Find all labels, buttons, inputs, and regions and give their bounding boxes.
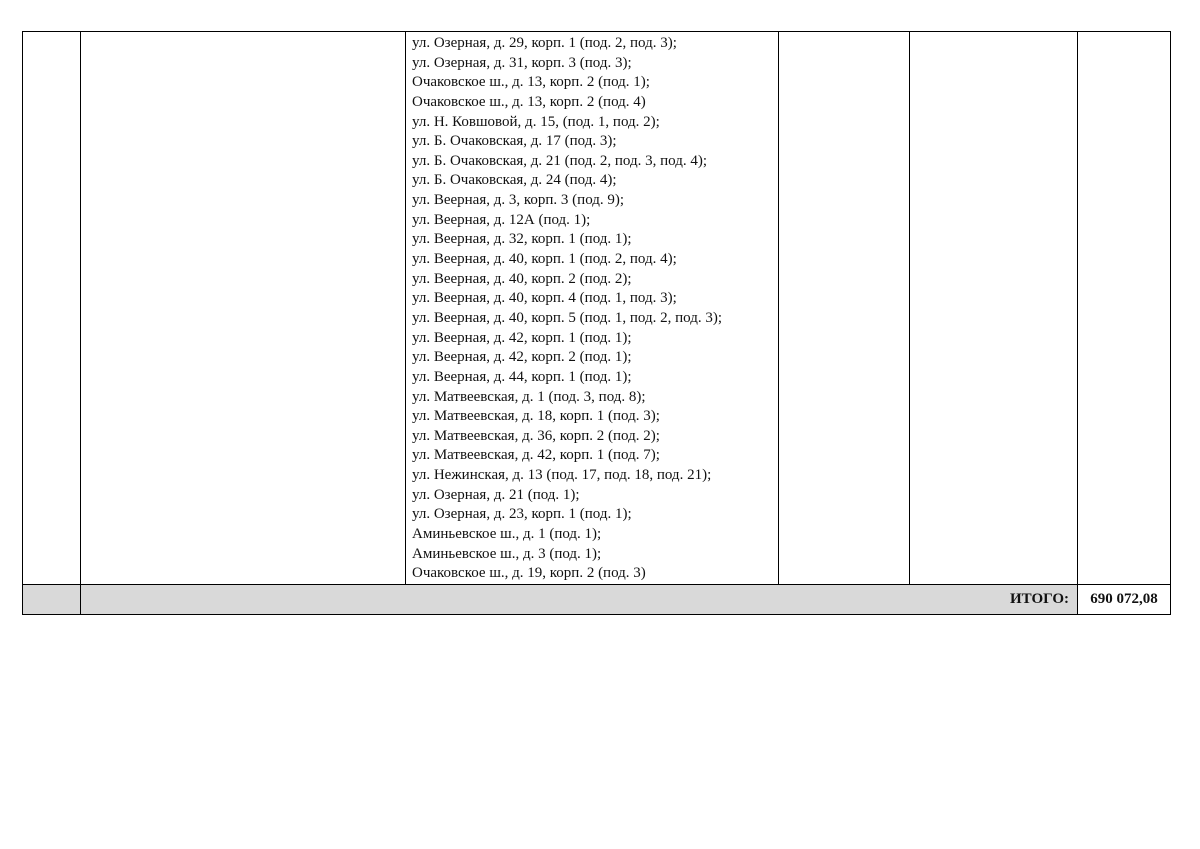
address-line: ул. Озерная, д. 31, корп. 3 (под. 3); bbox=[412, 54, 632, 71]
address-line: ул. Озерная, д. 23, корп. 1 (под. 1); bbox=[412, 506, 632, 523]
address-line: ул. Веерная, д. 40, корп. 4 (под. 1, под. 3); bbox=[412, 290, 677, 307]
address-line: ул. Б. Очаковская, д. 17 (под. 3); bbox=[412, 133, 617, 150]
table-row bbox=[23, 32, 1171, 585]
address-line: ул. Н. Ковшовой, д. 15, (под. 1, под. 2); bbox=[412, 113, 660, 130]
address-line: Очаковское ш., д. 19, корп. 2 (под. 3) bbox=[412, 565, 646, 582]
address-line: ул. Веерная, д. 40, корп. 5 (под. 1, под. 2, под. 3); bbox=[412, 309, 723, 326]
cell-column-4 bbox=[779, 32, 910, 585]
address-line: ул. Веерная, д. 12А (под. 1); bbox=[412, 211, 591, 228]
address-line: ул. Озерная, д. 21 (под. 1); bbox=[412, 486, 580, 503]
address-line: ул. Б. Очаковская, д. 21 (под. 2, под. 3, под. 4); bbox=[412, 152, 707, 169]
address-line: Очаковское ш., д. 13, корп. 2 (под. 1); bbox=[412, 74, 650, 91]
address-line: ул. Веерная, д. 3, корп. 3 (под. 9); bbox=[412, 192, 625, 209]
cell-amount bbox=[1078, 32, 1171, 585]
total-row-number-cell bbox=[23, 584, 81, 614]
total-row bbox=[23, 584, 1171, 614]
cell-addresses bbox=[406, 32, 779, 585]
cell-column-5 bbox=[910, 32, 1078, 585]
address-line: ул. Веерная, д. 32, корп. 1 (под. 1); bbox=[412, 231, 632, 248]
address-line: ул. Веерная, д. 42, корп. 2 (под. 1); bbox=[412, 349, 632, 366]
cell-name bbox=[81, 32, 406, 585]
address-line: ул. Веерная, д. 42, корп. 1 (под. 1); bbox=[412, 329, 632, 346]
address-line: ул. Веерная, д. 40, корп. 2 (под. 2); bbox=[412, 270, 632, 287]
address-line: ул. Веерная, д. 40, корп. 1 (под. 2, под. 4); bbox=[412, 251, 677, 268]
total-label: ИТОГО: bbox=[81, 584, 1078, 614]
address-line: Очаковское ш., д. 13, корп. 2 (под. 4) bbox=[412, 93, 646, 110]
address-line: ул. Матвеевская, д. 36, корп. 2 (под. 2); bbox=[412, 427, 660, 444]
address-line: ул. Б. Очаковская, д. 24 (под. 4); bbox=[412, 172, 617, 189]
total-value: 690 072,08 bbox=[1078, 584, 1171, 614]
cell-number bbox=[23, 32, 81, 585]
address-line: Аминьевское ш., д. 1 (под. 1); bbox=[412, 526, 602, 543]
address-line: ул. Матвеевская, д. 18, корп. 1 (под. 3); bbox=[412, 408, 660, 425]
address-line: ул. Озерная, д. 29, корп. 1 (под. 2, под. 3); bbox=[412, 35, 677, 51]
address-line: Аминьевское ш., д. 3 (под. 1); bbox=[412, 545, 602, 562]
address-line: ул. Веерная, д. 44, корп. 1 (под. 1); bbox=[412, 368, 632, 385]
address-line: ул. Нежинская, д. 13 (под. 17, под. 18, под. 21); bbox=[412, 467, 712, 484]
address-line: ул. Матвеевская, д. 1 (под. 3, под. 8); bbox=[412, 388, 646, 405]
address-line: ул. Матвеевская, д. 42, корп. 1 (под. 7); bbox=[412, 447, 660, 464]
document-table bbox=[22, 31, 1171, 615]
